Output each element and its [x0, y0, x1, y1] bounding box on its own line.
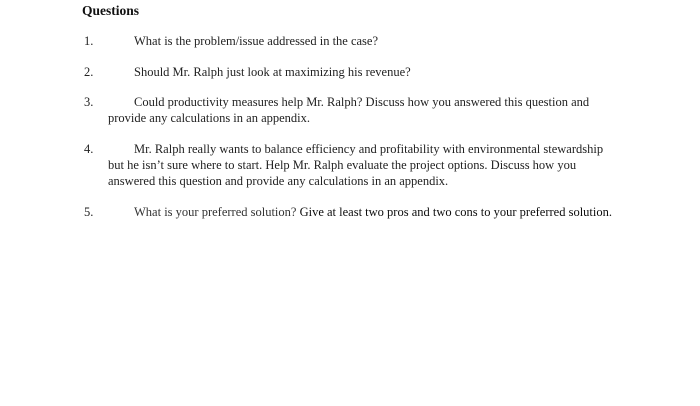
question-item-4 — [84, 141, 624, 189]
question-text-part: What is your preferred solution? — [134, 205, 297, 219]
question-number: 3. — [84, 95, 94, 109]
question-item-3 — [84, 94, 624, 126]
question-number: 4. — [84, 142, 94, 156]
question-number: 5. — [84, 205, 94, 219]
question-number: 2. — [84, 65, 94, 79]
questions-heading: Questions — [82, 3, 140, 18]
question-text — [108, 204, 618, 220]
question-item-5 — [84, 204, 624, 220]
question-text: Could productivity measures help Mr. Ralph? Discuss how you answered this question and provide any calculations in an appendix. — [108, 95, 590, 125]
question-item-2 — [84, 64, 624, 80]
question-text-part: Give at least two pros and two cons to your preferred solution. — [296, 205, 613, 219]
question-text: What is the problem/issue addressed in the case? — [134, 34, 379, 48]
question-text: Should Mr. Ralph just look at maximizing his revenue? — [134, 65, 411, 79]
question-number: 1. — [84, 34, 94, 48]
question-item-1 — [84, 33, 624, 49]
question-text: Mr. Ralph really wants to balance efficiency and profitability with environmental stewardship but he isn’t sure where to start. Help Mr. Ralph evaluate the project options. Discuss how you answered this question and provide any calculations in an appendix. — [108, 142, 604, 188]
